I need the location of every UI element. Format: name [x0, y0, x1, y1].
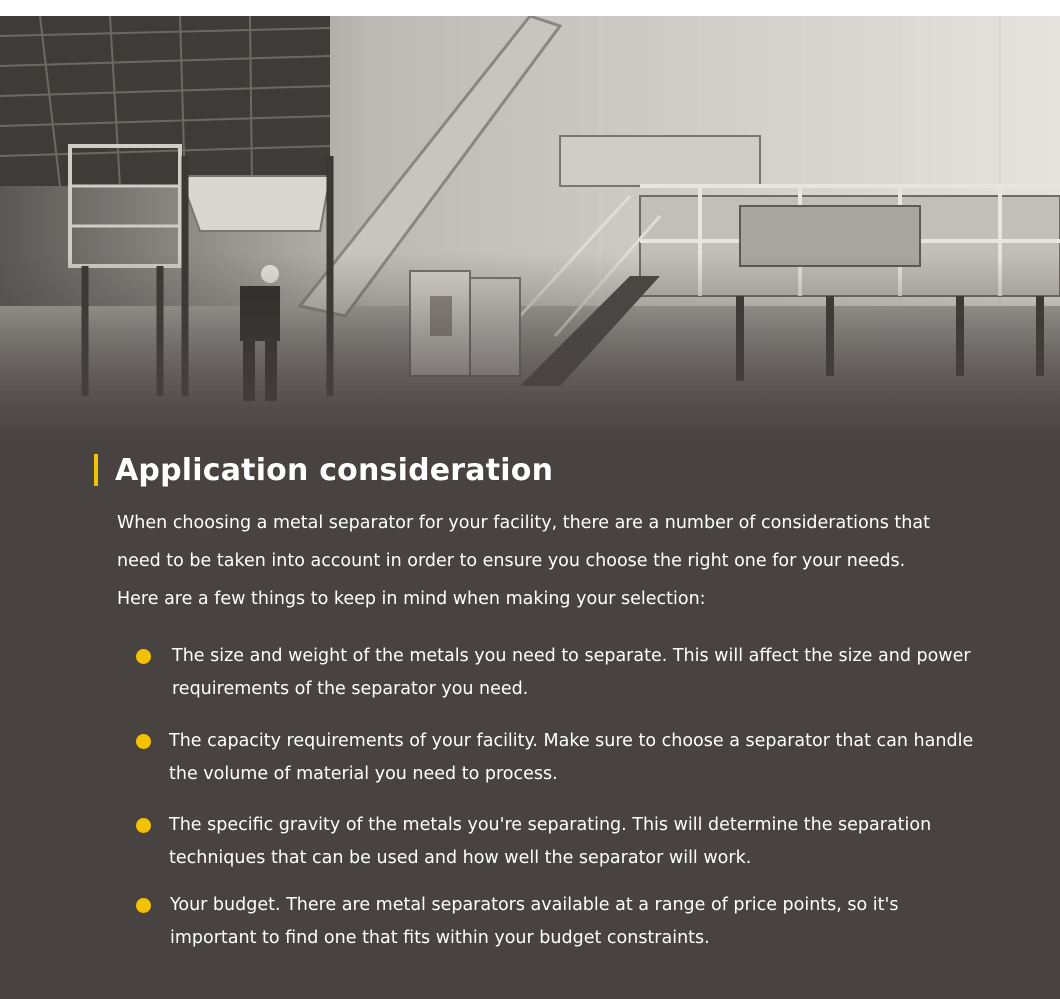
content-panel: [0, 16, 1060, 999]
list-item-text: The specific gravity of the metals you're separating. This will determine the separation techniques that can be used and how well the separator will work.: [169, 815, 932, 868]
heading-accent-bar: [94, 454, 98, 486]
section-heading: [94, 450, 553, 490]
bullet-dot-icon: [136, 818, 151, 833]
bullet-dot-icon: [136, 649, 151, 664]
list-item-text: Your budget. There are metal separators available at a range of price points, so it's important to find one that fits within your budget constraints.: [170, 895, 899, 948]
page-title: Application consideration: [115, 452, 554, 488]
bullet-dot-icon: [136, 734, 151, 749]
list-item-text: The capacity requirements of your facility. Make sure to choose a separator that can handle the volume of material you need to process.: [169, 731, 974, 784]
intro-paragraph: When choosing a metal separator for your facility, there are a number of considerations that need to be taken into account in order to ensure you choose the right one for your needs. Here are a few things to keep in mind when making your selection:: [117, 513, 930, 609]
bullet-dot-icon: [136, 898, 151, 913]
list-item-text: The size and weight of the metals you need to separate. This will affect the size and power requirements of the separator you need.: [172, 646, 971, 699]
